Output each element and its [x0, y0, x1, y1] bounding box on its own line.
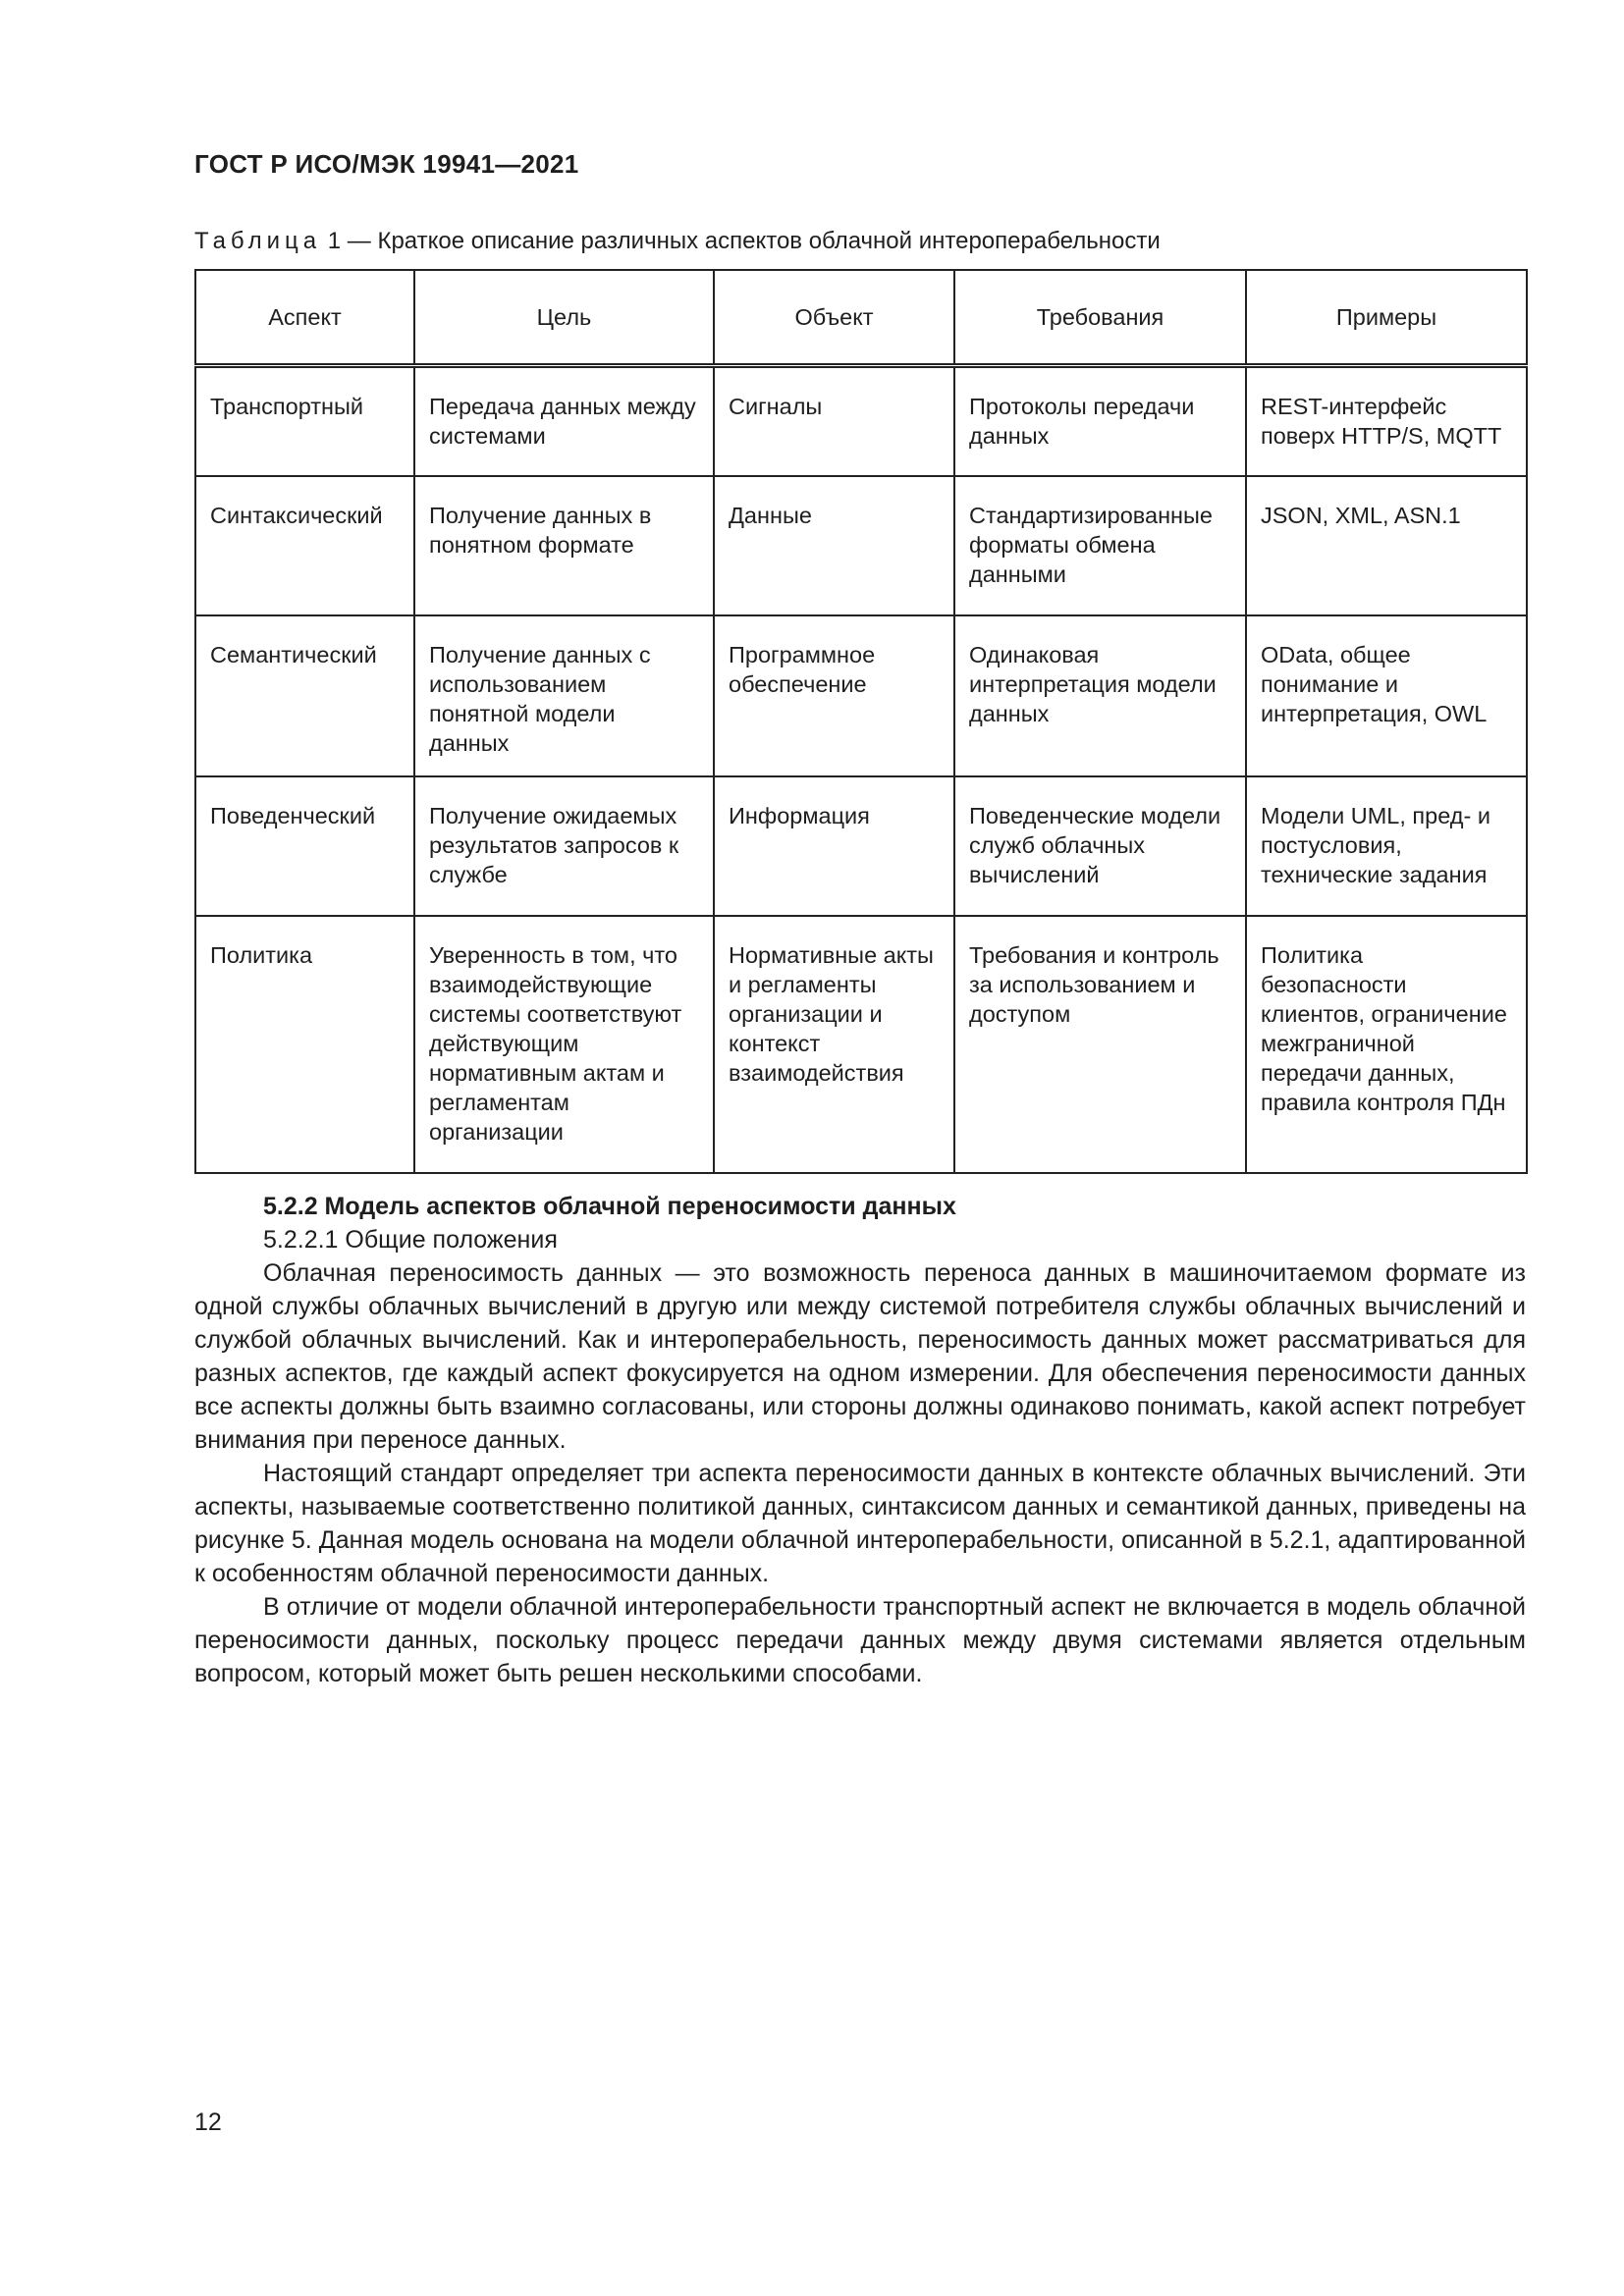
table-row	[195, 916, 1527, 1173]
table-row	[195, 476, 1527, 615]
column-header-object: Объект	[714, 270, 954, 366]
table-cell: Политика	[195, 916, 414, 1173]
table-cell: Поведенческие модели служб облачных вычислений	[954, 776, 1246, 916]
table-cell: JSON, XML, ASN.1	[1246, 476, 1527, 615]
table-cell: Нормативные акты и регламенты организации и контекст взаимодействия	[714, 916, 954, 1173]
table-cell: Данные	[714, 476, 954, 615]
table-caption-label: Таблица	[194, 228, 322, 254]
aspects-table	[194, 269, 1528, 1174]
table-cell: Семантический	[195, 615, 414, 776]
table-row	[195, 776, 1527, 916]
table-cell: Одинаковая интерпретация модели данных	[954, 615, 1246, 776]
table-cell: Сигналы	[714, 366, 954, 476]
table-header-row	[195, 270, 1527, 366]
body-paragraph: Настоящий стандарт определяет три аспекта переносимости данных в контексте облачных вычислений. Эти аспекты, называемые соответственно политикой данных, синтаксисом данных и семантикой данных, приведены на рисунке 5. Данная модель основана на модели облачной интероперабельности, описанной в 5.2.1, адаптированной к особенностям облачной переносимости данных.	[194, 1460, 1526, 1587]
table-cell: REST-интерфейс поверх HTTP/S, MQTT	[1246, 366, 1527, 476]
table-cell: Протоколы передачи данных	[954, 366, 1246, 476]
table-cell: Передача данных между системами	[414, 366, 714, 476]
table-cell: Программное обеспечение	[714, 615, 954, 776]
body-paragraph: Облачная переносимость данных — это возможность переноса данных в машиночитаемом формате из одной службы облачных вычислений в другую или между системой потребителя службы облачных вычислений и службой облачных вычислений. Как и интероперабельность, переносимость данных может рассматриваться для разных аспектов, где каждый аспект фокусируется на одном измерении. Для обеспечения переносимости данных все аспекты должны быть взаимно согласованы, или стороны должны одинаково понимать, какой аспект потребует внимания при переносе данных.	[194, 1259, 1526, 1454]
table-cell: Уверенность в том, что взаимодействующие системы соответствуют действующим нормативным актам и регламентам организации	[414, 916, 714, 1173]
table-cell: Информация	[714, 776, 954, 916]
table-caption	[194, 228, 1161, 255]
table-cell: Политика безопасности клиентов, ограничение межграничной передачи данных, правила контроля ПДн	[1246, 916, 1527, 1173]
table-row	[195, 366, 1527, 476]
table-cell: Требования и контроль за использованием и доступом	[954, 916, 1246, 1173]
table-cell: Поведенческий	[195, 776, 414, 916]
table-cell: Получение данных с использованием понятной модели данных	[414, 615, 714, 776]
table-cell: Стандартизированные форматы обмена данными	[954, 476, 1246, 615]
table-cell: Получение данных в понятном формате	[414, 476, 714, 615]
table-cell: Синтаксический	[195, 476, 414, 615]
column-header-requirements: Требования	[954, 270, 1246, 366]
subsection-heading: 5.2.2.1 Общие положения	[263, 1226, 558, 1254]
table-cell: Транспортный	[195, 366, 414, 476]
body-paragraph: В отличие от модели облачной интероперабельности транспортный аспект не включается в модель облачной переносимости данных, поскольку процесс передачи данных между двумя системами является отдельным вопросом, который может быть решен несколькими способами.	[194, 1593, 1526, 1687]
table-cell: OData, общее понимание и интерпретация, OWL	[1246, 615, 1527, 776]
document-header: ГОСТ Р ИСО/МЭК 19941—2021	[194, 149, 579, 179]
column-header-examples: Примеры	[1246, 270, 1527, 366]
table-row	[195, 615, 1527, 776]
page-number: 12	[194, 2109, 222, 2136]
table-cell: Получение ожидаемых результатов запросов к службе	[414, 776, 714, 916]
section-body	[194, 1190, 1526, 1690]
table-cell: Модели UML, пред- и постусловия, технические задания	[1246, 776, 1527, 916]
section-heading: 5.2.2 Модель аспектов облачной переносимости данных	[263, 1193, 956, 1220]
column-header-goal: Цель	[414, 270, 714, 366]
table-caption-text: 1 — Краткое описание различных аспектов облачной интероперабельности	[327, 228, 1161, 254]
column-header-aspect: Аспект	[195, 270, 414, 366]
